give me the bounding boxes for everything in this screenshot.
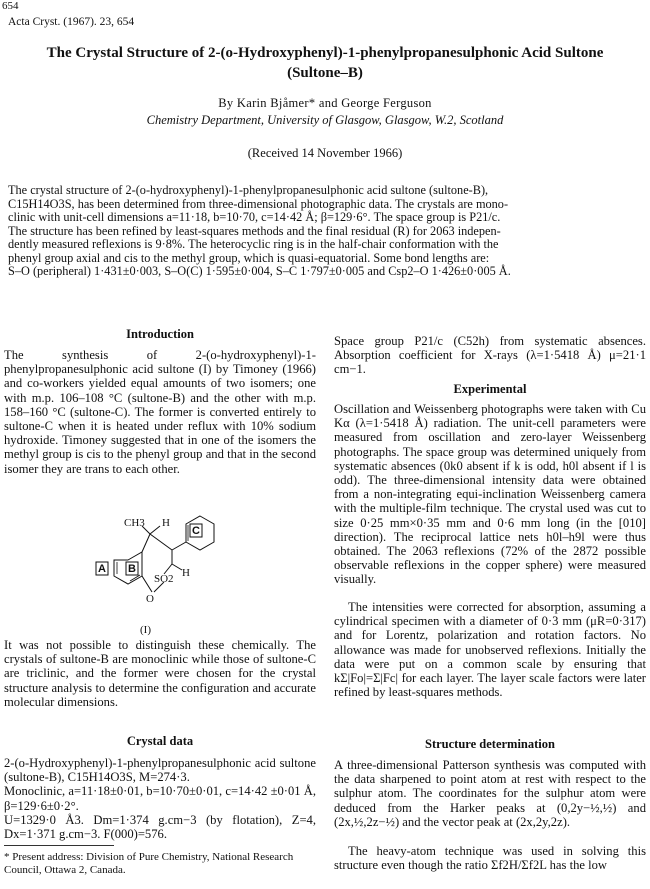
abstract-line: phenyl group axial and cis to the methyl group, which is quasi-equatorial. Some bond lengths are: bbox=[8, 250, 490, 265]
abstract-line: The crystal structure of 2-(o-hydroxyphenyl)-1-phenylpropanesulphonic acid sultone (sultone-B), bbox=[8, 183, 489, 197]
footnote: * Present address: Division of Pure Chemistry, National Research Council, Ottawa 2, Canada. bbox=[4, 851, 294, 876]
crystal-data-line: U=1329·0 Å3. Dm=1·374 g.cm−3 (by flotation), Z=4, Dx=1·371 g.cm−3. F(000)=576. bbox=[4, 812, 316, 842]
abstract-line: C15H14O3S, has been determined from three-dimensional photographic data. The crystals are mono- bbox=[8, 196, 509, 211]
methyl-label: CH3 bbox=[124, 517, 145, 529]
crystal-data-line: Monoclinic, a=11·18±0·01, b=10·70±0·01, c=14·42 ±0·01 Å, β=129·6±0·2°. bbox=[4, 784, 316, 813]
title-line-2: (Sultone–B) bbox=[287, 65, 363, 81]
footnote-rule bbox=[4, 845, 114, 846]
article-title bbox=[10, 43, 640, 83]
ring-c-label: C bbox=[192, 525, 200, 537]
abstract bbox=[8, 184, 604, 279]
introduction-paragraph-1: The synthesis of 2-(o-hydroxyphenyl)-1-phenylpropanesulphonic acid sultone (I) by Timoney (1966) and co-workers yielded equal amounts of two isomers; one with m.p. 106–108 °C (sultone-B) and the other with m.p. 158–160 °C (sultone-C). The former is converted entirely to sultone-C when it is heated under reflux with 10% sodium hydroxide. Timoney suggested that in one of the isomers the methyl group is cis to the phenyl group and that in the second isomer they are trans to each other. bbox=[4, 348, 316, 476]
figure-caption: (I) bbox=[140, 624, 151, 636]
oxygen-label: O bbox=[146, 593, 154, 605]
abstract-line: clinic with unit-cell dimensions a=11·18, b=10·70, c=14·42 Å; β=129·6°. The space group is P21/c. bbox=[8, 210, 501, 224]
ring-a-label: A bbox=[98, 563, 106, 575]
received-date: (Received 14 November 1966) bbox=[247, 146, 403, 160]
experimental-paragraph-2: The intensities were corrected for absorption, assuming a cylindrical specimen with a diameter of 0·3 mm (μR=0·317) and for Lorentz, polarization and rotation factors. No allowance was made for unobserved reflexions. Initially the data were put on a common scale by ensuring that kΣ|Fo|=Σ|Fc| for each layer. The layer scale factors were later refined by least-squares methods. bbox=[334, 600, 646, 700]
hydrogen-label-top: H bbox=[162, 517, 170, 529]
hydrogen-label-side: H bbox=[182, 567, 190, 579]
structure-determination-heading: Structure determination bbox=[425, 737, 555, 751]
page-number: 654 bbox=[2, 0, 19, 12]
structural-formula bbox=[90, 512, 230, 632]
crystal-data-block bbox=[4, 756, 316, 841]
affiliation: Chemistry Department, University of Glasgow, Glasgow, W.2, Scotland bbox=[146, 113, 504, 127]
abstract-line: The structure has been refined by least-squares methods and the final residual (R) for 2063 indepen- bbox=[8, 223, 501, 238]
introduction-heading: Introduction bbox=[126, 327, 194, 341]
authors: By Karin Bjåmer* and George Ferguson bbox=[218, 96, 432, 110]
abstract-line: S–O (peripheral) 1·431±0·003, S–O(C) 1·595±0·004, S–C 1·797±0·005 and Csp2–O 1·426±0·005 Å. bbox=[8, 264, 511, 278]
sulphonyl-label: SO2 bbox=[154, 573, 174, 585]
space-group-paragraph: Space group P21/c (C52h) from systematic absences. Absorption coefficient for X-rays (λ=1·5418 Å) μ=21·1 cm−1. bbox=[334, 334, 646, 377]
crystal-data-heading: Crystal data bbox=[126, 734, 194, 748]
structure-paragraph-1: A three-dimensional Patterson synthesis was computed with the data sharpened to point atom at rest with respect to the sulphur atom. The coordinates for the sulphur atom were deduced from the Harker peaks at (0,2y−½,½) and (2x,½,2z−½) and the vector peak at (2x,2y,2z). bbox=[334, 758, 646, 829]
journal-reference: Acta Cryst. (1967). 23, 654 bbox=[8, 16, 135, 28]
structure-paragraph-2: The heavy-atom technique was used in solving this structure even though the ratio Σf2H/Σf2L has the low bbox=[334, 844, 646, 873]
introduction-paragraph-2: It was not possible to distinguish these chemically. The crystals of sultone-B are monoclinic while those of sultone-C are triclinic, and the former were chosen for the crystal structure analysis to determine the configuration and accurate molecular dimensions. bbox=[4, 638, 316, 709]
experimental-paragraph-1: Oscillation and Weissenberg photographs were taken with Cu Kα (λ=1·5418 Å) radiation. The unit-cell parameters were measured from oscillation and zero-layer Weissenberg photographs. The space group was determined uniquely from systematic absences (0k0 absent if k is odd, h0l absent if l is odd). The three-dimensional intensity data were obtained from a non-integrating equi-inclination Weissenberg camera with the multiple-film technique. The crystal used was cut to size 0·25 mm×0·35 mm and 0·6 mm long (in the [010] direction). The reciprocal lattice nets h0l–h9l were thus obtained. The 2063 reflexions (72% of the 2872 possible observable reflexions in the copper sphere) were measured visually. bbox=[334, 402, 646, 587]
ring-b-label: B bbox=[128, 563, 136, 575]
experimental-heading: Experimental bbox=[453, 382, 527, 396]
crystal-data-line: 2-(o-Hydroxyphenyl)-1-phenylpropanesulphonic acid sultone (sultone-B), C15H14O3S, M=274·3. bbox=[4, 756, 316, 785]
abstract-line: dently measured reflexions is 9·8%. The heterocyclic ring is in the half-chair conformation with the bbox=[8, 237, 499, 251]
title-line-1: The Crystal Structure of 2-(o-Hydroxyphenyl)-1-phenylpropanesulphonic Acid Sultone bbox=[46, 45, 604, 61]
